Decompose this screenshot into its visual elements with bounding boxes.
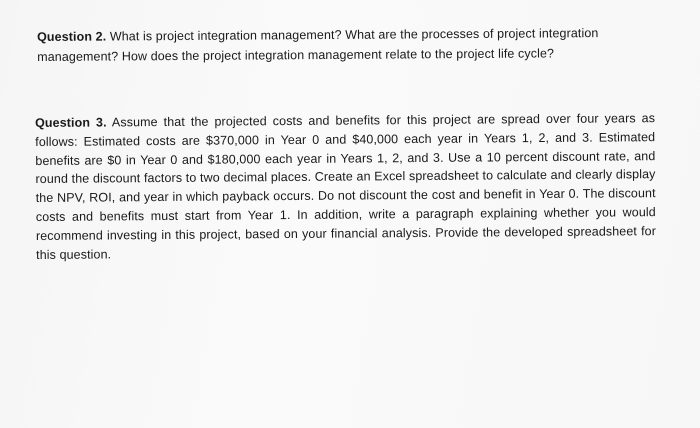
question-2-text: What is project integration management? What are the processes of project integration management? How does the project integration management relate to the project life cycle? (37, 26, 599, 64)
question-3-paragraph (35, 109, 656, 264)
question-2-label: Question 2. (37, 29, 107, 44)
question-2-paragraph (37, 23, 662, 67)
question-3-text: Assume that the projected costs and benefits for this project are spread over four years as follows: Estimated costs are $370,000 in Year 0 and $40,000 each year in Years 1, 2, and 3. Estimated benefits are $0 in Year 0 and $180,000 each year in Years 1, 2, and 3. Use a 10 percent discount rate, and round the discount factors to two decimal places. Create an Excel spreadsheet to calculate and clearly display the NPV, ROI, and year in which payback occurs. Do not discount the cost and benefit in Year 0. The discount costs and benefits must start from Year 1. In addition, write a paragraph explaining whether you would recommend investing in this project, based on your financial analysis. Provide the developed spreadsheet for this question. (35, 111, 656, 262)
question-3-label: Question 3. (35, 115, 107, 130)
